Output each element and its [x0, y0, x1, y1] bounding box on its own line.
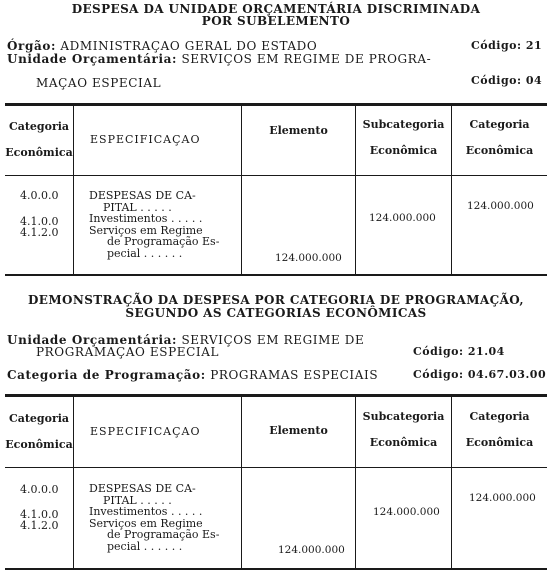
table-1-header-categoria-2	[452, 112, 547, 164]
table-1-code: 4.1.2.0	[20, 226, 59, 239]
header-categoria-line-2: Econômica	[5, 438, 73, 451]
table-1-header-categoria	[5, 114, 73, 166]
categoria-programacao-codigo: Código: 04.67.03.00	[413, 368, 547, 381]
table-1-code: 4.0.0.0	[20, 189, 59, 202]
table-1-top-rule	[5, 103, 547, 106]
header-categoria2-line-1: Categoria	[469, 410, 530, 423]
spec-line: Serviços em Regime	[89, 223, 203, 237]
unidade-codigo: Código: 04	[471, 74, 543, 87]
table-2-header-categoria-2	[452, 404, 547, 456]
section-2-title-line-2: SEGUNDO AS CATEGORIAS ECONÔMICAS	[125, 306, 427, 320]
table-2-header-rule	[5, 467, 547, 468]
categoria-programacao-label: Categoria de Programação:	[7, 368, 206, 382]
table-1-bottom-rule	[5, 274, 547, 276]
orgao-line	[7, 39, 317, 53]
table-2-top-rule	[5, 394, 547, 397]
header-categoria-line-2: Econômica	[5, 146, 73, 159]
spec-line: DESPESAS DE CA-	[89, 189, 196, 202]
header-categoria2-line-2: Econômica	[465, 144, 534, 157]
header-subcategoria-line-2: Econômica	[369, 144, 438, 157]
spec-line: de Programação Es-	[107, 528, 220, 541]
unidade-2-label: Unidade Orçamentária:	[7, 333, 178, 347]
header-subcategoria-line-1: Subcategoria	[362, 118, 445, 131]
header-categoria-line-1: Categoria	[8, 412, 70, 425]
table-2-header-categoria	[5, 406, 73, 458]
table-2-especificacao-cell	[89, 483, 219, 552]
unidade-label: Unidade Orçamentária:	[7, 52, 178, 66]
table-2-code: 4.1.2.0	[20, 519, 59, 532]
unidade-value-continued: MAÇAO ESPECIAL	[36, 76, 162, 90]
spec-line: de Programação Es-	[107, 235, 220, 248]
spec-line: Investimentos . . . . .	[89, 505, 203, 518]
table-1-especificacao-cell	[89, 190, 219, 259]
table-2-header-especificacao: ESPECIFICAÇAO	[90, 425, 201, 438]
section-1-title-line-1: DESPESA DA UNIDADE ORÇAMENTÁRIA DISCRIMINADA	[71, 2, 481, 16]
table-1-subcategoria-value: 124.000.000	[369, 212, 436, 224]
table-1-header-rule	[5, 175, 547, 176]
categoria-programacao-value: PROGRAMAS ESPECIAIS	[210, 368, 379, 382]
unidade-2-value: SERVIÇOS EM REGIME DE	[181, 333, 365, 347]
table-2-bottom-rule	[5, 568, 547, 570]
table-1-header-elemento: Elemento	[269, 124, 328, 137]
table-2-col-divider	[241, 397, 242, 568]
table-2-subcategoria-value: 124.000.000	[373, 506, 440, 518]
spec-line: Investimentos . . . . .	[89, 212, 203, 225]
table-1-elemento-value: 124.000.000	[275, 252, 342, 264]
spec-line: PITAL . . . . .	[103, 200, 172, 214]
table-2-elemento-value: 124.000.000	[278, 544, 345, 556]
section-2-title-line-1: DEMONSTRAÇÃO DA DESPESA POR CATEGORIA DE PROGRAMAÇÃO,	[27, 293, 525, 307]
table-1-header-subcategoria	[356, 112, 451, 164]
unidade-value: SERVIÇOS EM REGIME DE PROGRA-	[181, 52, 432, 66]
header-categoria2-line-1: Categoria	[469, 118, 530, 131]
table-2-col-divider	[73, 397, 74, 568]
table-2-code: 4.0.0.0	[20, 483, 59, 496]
spec-line: PITAL . . . . .	[103, 493, 172, 507]
unidade-line	[7, 52, 431, 66]
spec-line: DESPESAS DE CA-	[89, 482, 196, 495]
spec-line: pecial . . . . . .	[107, 246, 183, 260]
orgao-label: Órgão:	[7, 39, 56, 53]
spec-line: Serviços em Regime	[89, 516, 203, 530]
table-2-header-subcategoria	[356, 404, 451, 456]
table-2-code: 4.1.0.0	[20, 508, 59, 521]
table-1-code: 4.1.0.0	[20, 215, 59, 228]
unidade-2-value-continued: PROGRAMAÇAO ESPECIAL	[36, 345, 220, 359]
header-subcategoria-line-2: Econômica	[369, 436, 438, 449]
spec-line: pecial . . . . . .	[107, 539, 183, 553]
header-categoria-line-1: Categoria	[8, 120, 70, 133]
orgao-value: ADMINISTRAÇAO GERAL DO ESTADO	[60, 39, 318, 53]
table-2-categoria-value: 124.000.000	[469, 492, 536, 504]
header-subcategoria-line-1: Subcategoria	[362, 410, 445, 423]
table-1-col-divider	[73, 106, 74, 274]
section-1-title-line-2: POR SUBELEMENTO	[201, 14, 351, 28]
table-1-header-especificacao: ESPECIFICAÇAO	[90, 133, 201, 146]
table-2-header-elemento: Elemento	[269, 424, 328, 437]
unidade-2-codigo: Código: 21.04	[413, 345, 505, 358]
categoria-programacao-line	[7, 368, 378, 382]
table-1-categoria-value: 124.000.000	[467, 200, 534, 212]
header-categoria2-line-2: Econômica	[465, 436, 534, 449]
orgao-codigo: Código: 21	[471, 39, 543, 52]
